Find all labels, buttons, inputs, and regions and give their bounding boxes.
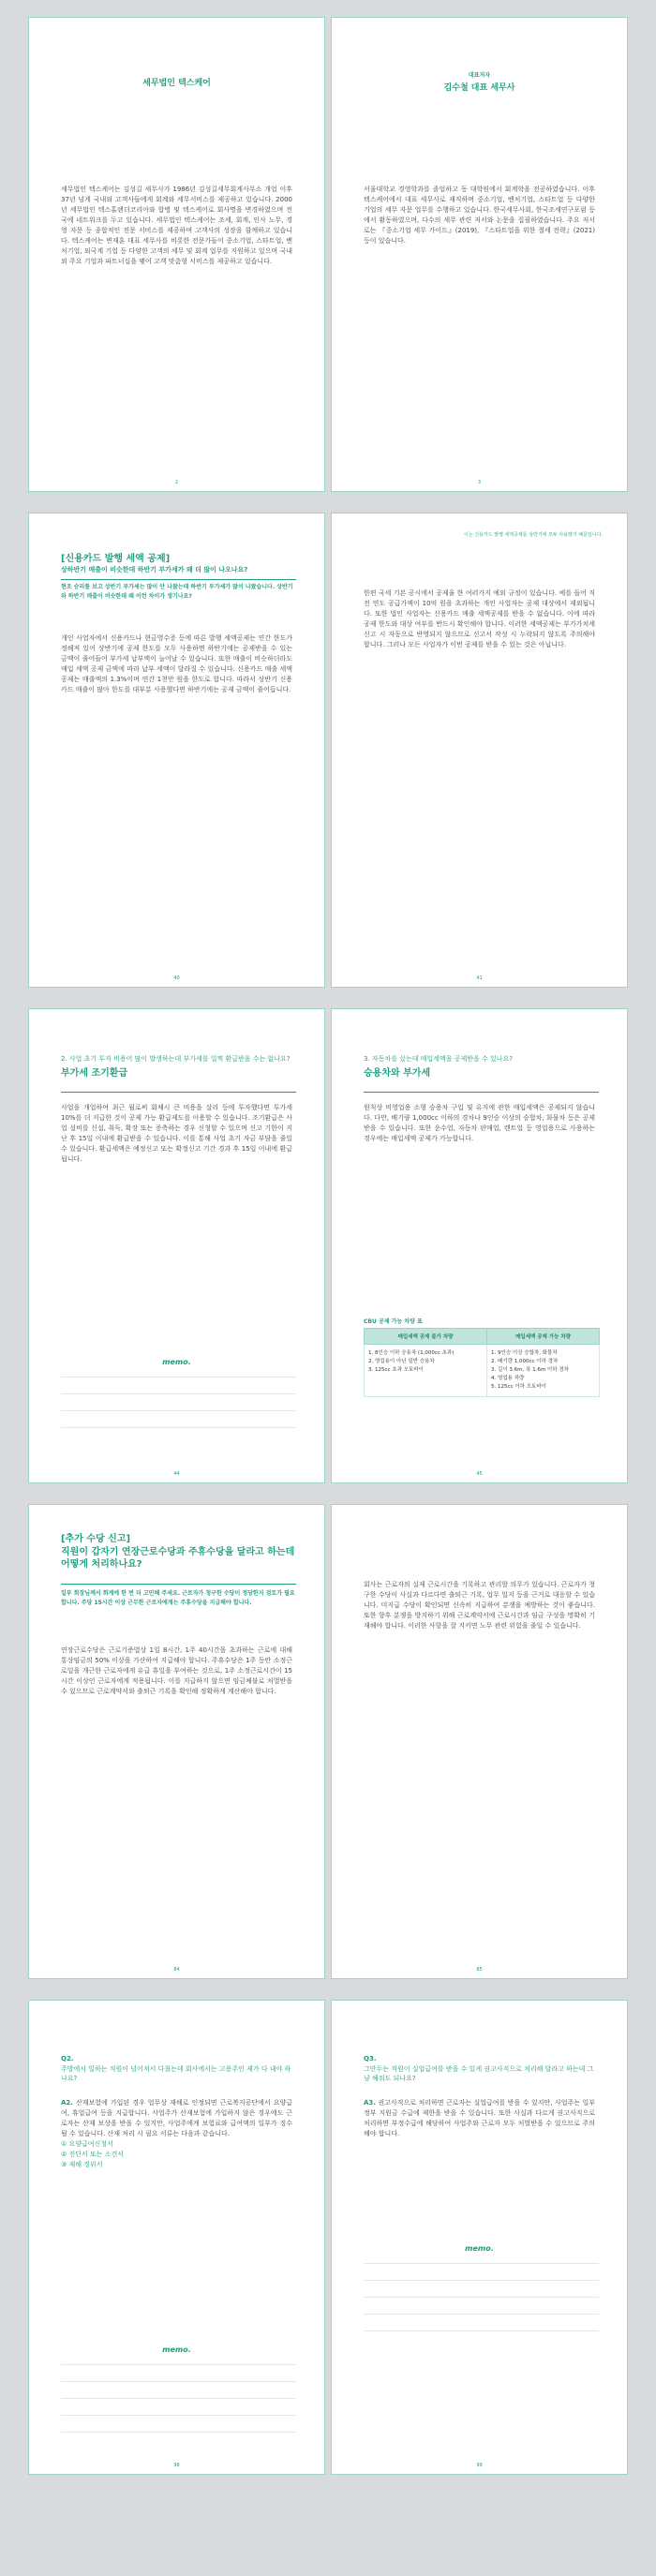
memo-line xyxy=(364,2280,599,2281)
answer-text: 산재보험에 가입된 경우 업무상 재해로 인정되면 근로복지공단에서 요양급여, 휴업급여 등을 지급합니다. 사업주가 산재보험에 가입하지 않은 경우에도 근로자는 산재 보상을 받을 수 있지만, 사업주에게 보험료와 급여액의 일부가 징수될 수 있습니다. 산재 처리 시 필요 서류는 다음과 같습니다. xyxy=(61,2099,292,2137)
page-number: 98 xyxy=(173,2463,180,2468)
answer-label: A3. xyxy=(364,2099,376,2107)
memo-line xyxy=(61,1427,296,1428)
memo-label: memo. xyxy=(465,2244,494,2253)
page-body: 개인 사업자에서 신용카드나 현금영수증 등에 따른 발행 세액공제는 연간 한도가 정해져 있어 상반기에 공제 한도를 모두 사용하면 하반기에는 공제받을 수 있는 금액이 줄어들어 부가세 납부액이 늘어날 수 있습니다. 또한 매출이 비슷하더라도 매입 세액 공제 금액에 따라 납부 세액이 달라질 수 있습니다. 신용카드 매출 세액공제는 매출액의 1.3%이며 연간 1천만 원을 한도로 합니다. 따라서 상반기 신용카드 매출이 많아 한도를 대부분 사용했다면 하반기에는 공제 금액이 줄어듭니다. xyxy=(61,634,292,693)
memo-line xyxy=(364,2297,599,2298)
page-body: 회사는 근로자의 실제 근로시간을 기록하고 관리할 의무가 있습니다. 근로자가 청구한 수당이 사실과 다르다면 출퇴근 기록, 업무 일지 등을 근거로 대응할 수 있습니다. 미지급 수당이 확인되면 신속히 지급하여 분쟁을 예방하는 것이 좋습니다. 또한 향후 분쟁을 방지하기 위해 근로계약서에 근로시간과 임금 구성을 명확히 기재해야 합니다. 이러한 사항을 잘 지키면 노무 관련 위험을 줄일 수 있습니다. xyxy=(364,1581,595,1630)
memo-line xyxy=(61,1393,296,1394)
page-2 xyxy=(28,17,325,492)
page-body: 한편 국세 기본 공시에서 공제율 한 여러가지 예외 규정이 있습니다. 예를 들어 직전 연도 공급가액이 10억 원을 초과하는 개인 사업자는 공제 대상에서 제외됩니다. 또한 법인 사업자는 신용카드 매출 세액공제를 받을 수 없습니다. 이에 따라 공제 한도와 대상 여부를 반드시 확인해야 합니다. 이러한 세액공제는 부가가치세 신고 시 자동으로 반영되지 않으므로 신고서 작성 시 누락되지 않도록 주의해야 합니다. 그러나 모든 사업자가 이번 공제를 받을 수 있는 것은 아닙니다. xyxy=(364,589,595,648)
question-heading xyxy=(61,549,296,574)
page-number: 45 xyxy=(476,1471,483,1477)
question-intro: 일부 회장님께서 회계에 한 번 더 고민해 주세요. 근로자가 청구한 수당이 정당한지 검토가 필요합니다. 주당 15시간 이상 근무한 근로자에게는 주휴수당을 지급해야 합니다. xyxy=(61,1590,295,1606)
question-topic: 부가세 조기환급 xyxy=(61,1068,128,1079)
question-text: 3. 자동차를 샀는데 매입세액을 공제받을 수 있나요? xyxy=(364,1055,513,1063)
page-number: 3 xyxy=(477,480,482,485)
memo-label: memo. xyxy=(162,1358,191,1366)
answer-body xyxy=(364,2098,595,2139)
page-title: 세무법인 텍스케어 xyxy=(142,79,211,88)
page-title: 김수철 대표 세무사 xyxy=(443,83,515,93)
page-number: 2 xyxy=(174,480,179,485)
memo-line xyxy=(364,2330,599,2331)
table-header: 매입세액 공제 불가 차량 xyxy=(365,1329,487,1345)
question-number: Q2. xyxy=(61,2055,74,2062)
question-text: 그만두는 직원이 실업급여를 받을 수 있게 권고사직으로 처리해 달라고 하는데 그냥 해줘도 되나요? xyxy=(364,2065,594,2082)
running-header: 이는 신용카드 발행 세액공제를 상반기에 모두 사용했기 때문입니다. xyxy=(464,532,603,538)
memo-line xyxy=(61,2432,296,2433)
page-title-block xyxy=(332,70,627,93)
table-header: 매입세액 공제 가능 차량 xyxy=(487,1329,600,1345)
page-number: 44 xyxy=(173,1471,180,1477)
page-45 xyxy=(331,1008,628,1483)
question-heading xyxy=(61,1052,296,1080)
page-40 xyxy=(28,513,325,988)
page-41 xyxy=(331,513,628,988)
question-heading xyxy=(364,2055,599,2083)
page-98 xyxy=(28,2000,325,2475)
answer-label: A2. xyxy=(61,2099,73,2107)
question-text: 상하반기 매출이 비슷한데 하반기 부가세가 왜 더 많이 나오나요? xyxy=(61,566,248,573)
page-number: 84 xyxy=(173,1967,180,1973)
page-tag: 대표저자 xyxy=(468,72,491,79)
question-text: 주방에서 일하는 직원이 넘어져서 다쳤는데 회사에서는 고용주인 제가 다 내야 하나요? xyxy=(61,2065,291,2082)
memo-line xyxy=(364,2314,599,2315)
divider xyxy=(61,579,296,580)
vehicle-table xyxy=(364,1328,600,1397)
answer-text: 권고사직으로 처리하면 근로자는 실업급여를 받을 수 있지만, 사업주는 일부 정부 지원금 수급에 제한을 받을 수 있습니다. 또한 사실과 다르게 권고사직으로 처리하면 부정수급에 해당하여 사업주와 근로자 모두 처벌받을 수 있으므로 주의해야 합니다. xyxy=(364,2099,595,2137)
question-intro: 현조 승리를 보고 상반기 부가세는 많이 안 나왔는데 하반기 부가세가 많이 나왔습니다. 상반기와 하반기 매출이 비슷한데 왜 이런 차이가 생기나요? xyxy=(61,584,293,600)
memo-line xyxy=(61,2415,296,2416)
page-number: 41 xyxy=(476,975,483,981)
question-topic: 승용차와 부가세 xyxy=(364,1068,431,1079)
question-heading xyxy=(61,2055,296,2083)
question-text: 직원이 갑자기 연장근로수당과 주휴수당을 달라고 하는데 어떻게 처리하나요? xyxy=(61,1547,295,1570)
answer-body xyxy=(61,2098,292,2170)
memo-line xyxy=(61,2381,296,2382)
list-item: ① 요양급여신청서 xyxy=(61,2140,113,2148)
list-item: ③ 재해 경위서 xyxy=(61,2161,103,2168)
page-85 xyxy=(331,1504,628,1979)
page-body: 사업을 개업하여 최근 월로써 회체시 큰 비용을 살리 등에 투자했다면 투가세 10%를 더 지급한 것이 공제 가능 환급제도를 이용할 수 있습니다. 조기환급은 사업 설비를 신설, 취득, 확장 또는 증축하는 경우 신청할 수 있으며 신고 기한이 지난 후 15일 이내에 환급받을 수 있습니다. 이를 통해 사업 초기 자금 부담을 줄일 수 있습니다. 환급세액은 예정신고 또는 확정신고 기간 경과 후 15일 이내에 환급됩니다. xyxy=(61,1104,292,1163)
page-body: 세무법인 텍스케어는 김성길 세무사가 1986년 김성길세무회계사무소 개업 이후 37년 넘게 국내외 고객사들에게 회계와 세무서비스를 제공하고 있습니다. 2000년 세무법인 텍스홀랜더코리아와 합병 및 텍스케어로 회사명을 변경하였으며 전국에 네트워크를 두고 있습니다. 세무법인 텍스케어는 조세, 회계, 인사 노무, 경영 자문 등 종합적인 전문 서비스를 제공하며 고객사의 성장을 함께하고 있습니다. 텍스케어는 변재훈 대표 세무사를 비롯한 전문가들이 중소기업, 스타트업, 벤처기업, 외국계 기업 등 다양한 고객의 세무 및 회계 업무를 지원하고 있으며 국내외 주요 기업과 파트너십을 맺어 고객 맞춤형 서비스를 제공하고 있습니다. xyxy=(61,186,292,265)
page-44 xyxy=(28,1008,325,1483)
page-84 xyxy=(28,1504,325,1979)
memo-line xyxy=(61,1410,296,1411)
list-item: ② 진단서 또는 소견서 xyxy=(61,2151,125,2158)
question-heading xyxy=(61,1529,296,1571)
page-number: 40 xyxy=(173,975,180,981)
page-99 xyxy=(331,2000,628,2475)
page-body: 서울대학교 경영학과를 졸업하고 동 대학원에서 회계학을 전공하였습니다. 이후 텍스케어에서 대표 세무사로 재직하며 중소기업, 벤처기업, 스타트업 등 다양한 기업의 세무 자문 업무를 수행하고 있습니다. 한국세무사회, 한국조세연구포럼 등에서 활동하였으며, 다수의 세무 관련 저서와 논문을 집필하였습니다. 주요 저서로는 『중소기업 세무 가이드』(2019), 『스타트업을 위한 절세 전략』(2021) 등이 있습니다. xyxy=(364,186,595,245)
table-caption: CBU 공제 가능 차량 표 xyxy=(364,1318,423,1325)
divider xyxy=(364,1092,599,1093)
memo-line xyxy=(61,2398,296,2399)
question-tag: [추가 수당 신고] xyxy=(61,1534,131,1544)
table-cell: 1. 9인승 이상 승합차, 화물차 2. 배기량 1,000cc 이하 경차 3. 길이 3.6m, 폭 1.6m 이하 경차 4. 영업용 차량 5. 125cc 이하 오토바이 xyxy=(487,1345,600,1397)
page-number: 99 xyxy=(476,2463,483,2468)
page-3 xyxy=(331,17,628,492)
question-number: Q3. xyxy=(364,2055,377,2062)
divider xyxy=(61,1584,296,1585)
divider xyxy=(61,1092,296,1093)
page-body: 연장근로수당은 근로기준법상 1일 8시간, 1주 40시간을 초과하는 근로에 대해 통상임금의 50% 이상을 가산하여 지급해야 합니다. 주휴수당은 1주 동안 소정근로일을 개근한 근로자에게 유급 휴일을 부여하는 것으로, 1주 소정근로시간이 15시간 이상인 근로자에게 적용됩니다. 이를 지급하지 않으면 임금체불로 처벌받을 수 있으므로 근로계약서와 출퇴근 기록을 확인해 정확하게 계산해야 합니다. xyxy=(61,1646,292,1695)
question-text: 2. 사업 초기 투자 비용이 많이 발생하는데 부가세를 일찍 환급받을 수는 없나요? xyxy=(61,1055,291,1063)
page-body: 원칙상 비영업용 소형 승용차 구입 및 유지에 관한 매입세액은 공제되지 않습니다. 다만, 배기량 1,000cc 이하의 경차나 9인승 이상의 승합차, 화물차 등은 공제받을 수 있습니다. 또한 운수업, 자동차 판매업, 렌트업 등 영업용으로 사용하는 경우에는 매입세액 공제가 가능합니다. xyxy=(364,1104,595,1142)
question-tag: [신용카드 발행 세액 공제] xyxy=(61,554,171,564)
table-row xyxy=(365,1345,600,1397)
page-number: 85 xyxy=(476,1967,483,1973)
table-cell: 1. 8인승 이하 승용차 (1,000cc 초과) 2. 영업용이 아닌 일반 승용차 3. 125cc 초과 오토바이 xyxy=(365,1345,487,1397)
memo-line xyxy=(61,2364,296,2365)
question-heading xyxy=(364,1052,599,1080)
memo-line xyxy=(364,2263,599,2264)
memo-label: memo. xyxy=(162,2345,191,2354)
